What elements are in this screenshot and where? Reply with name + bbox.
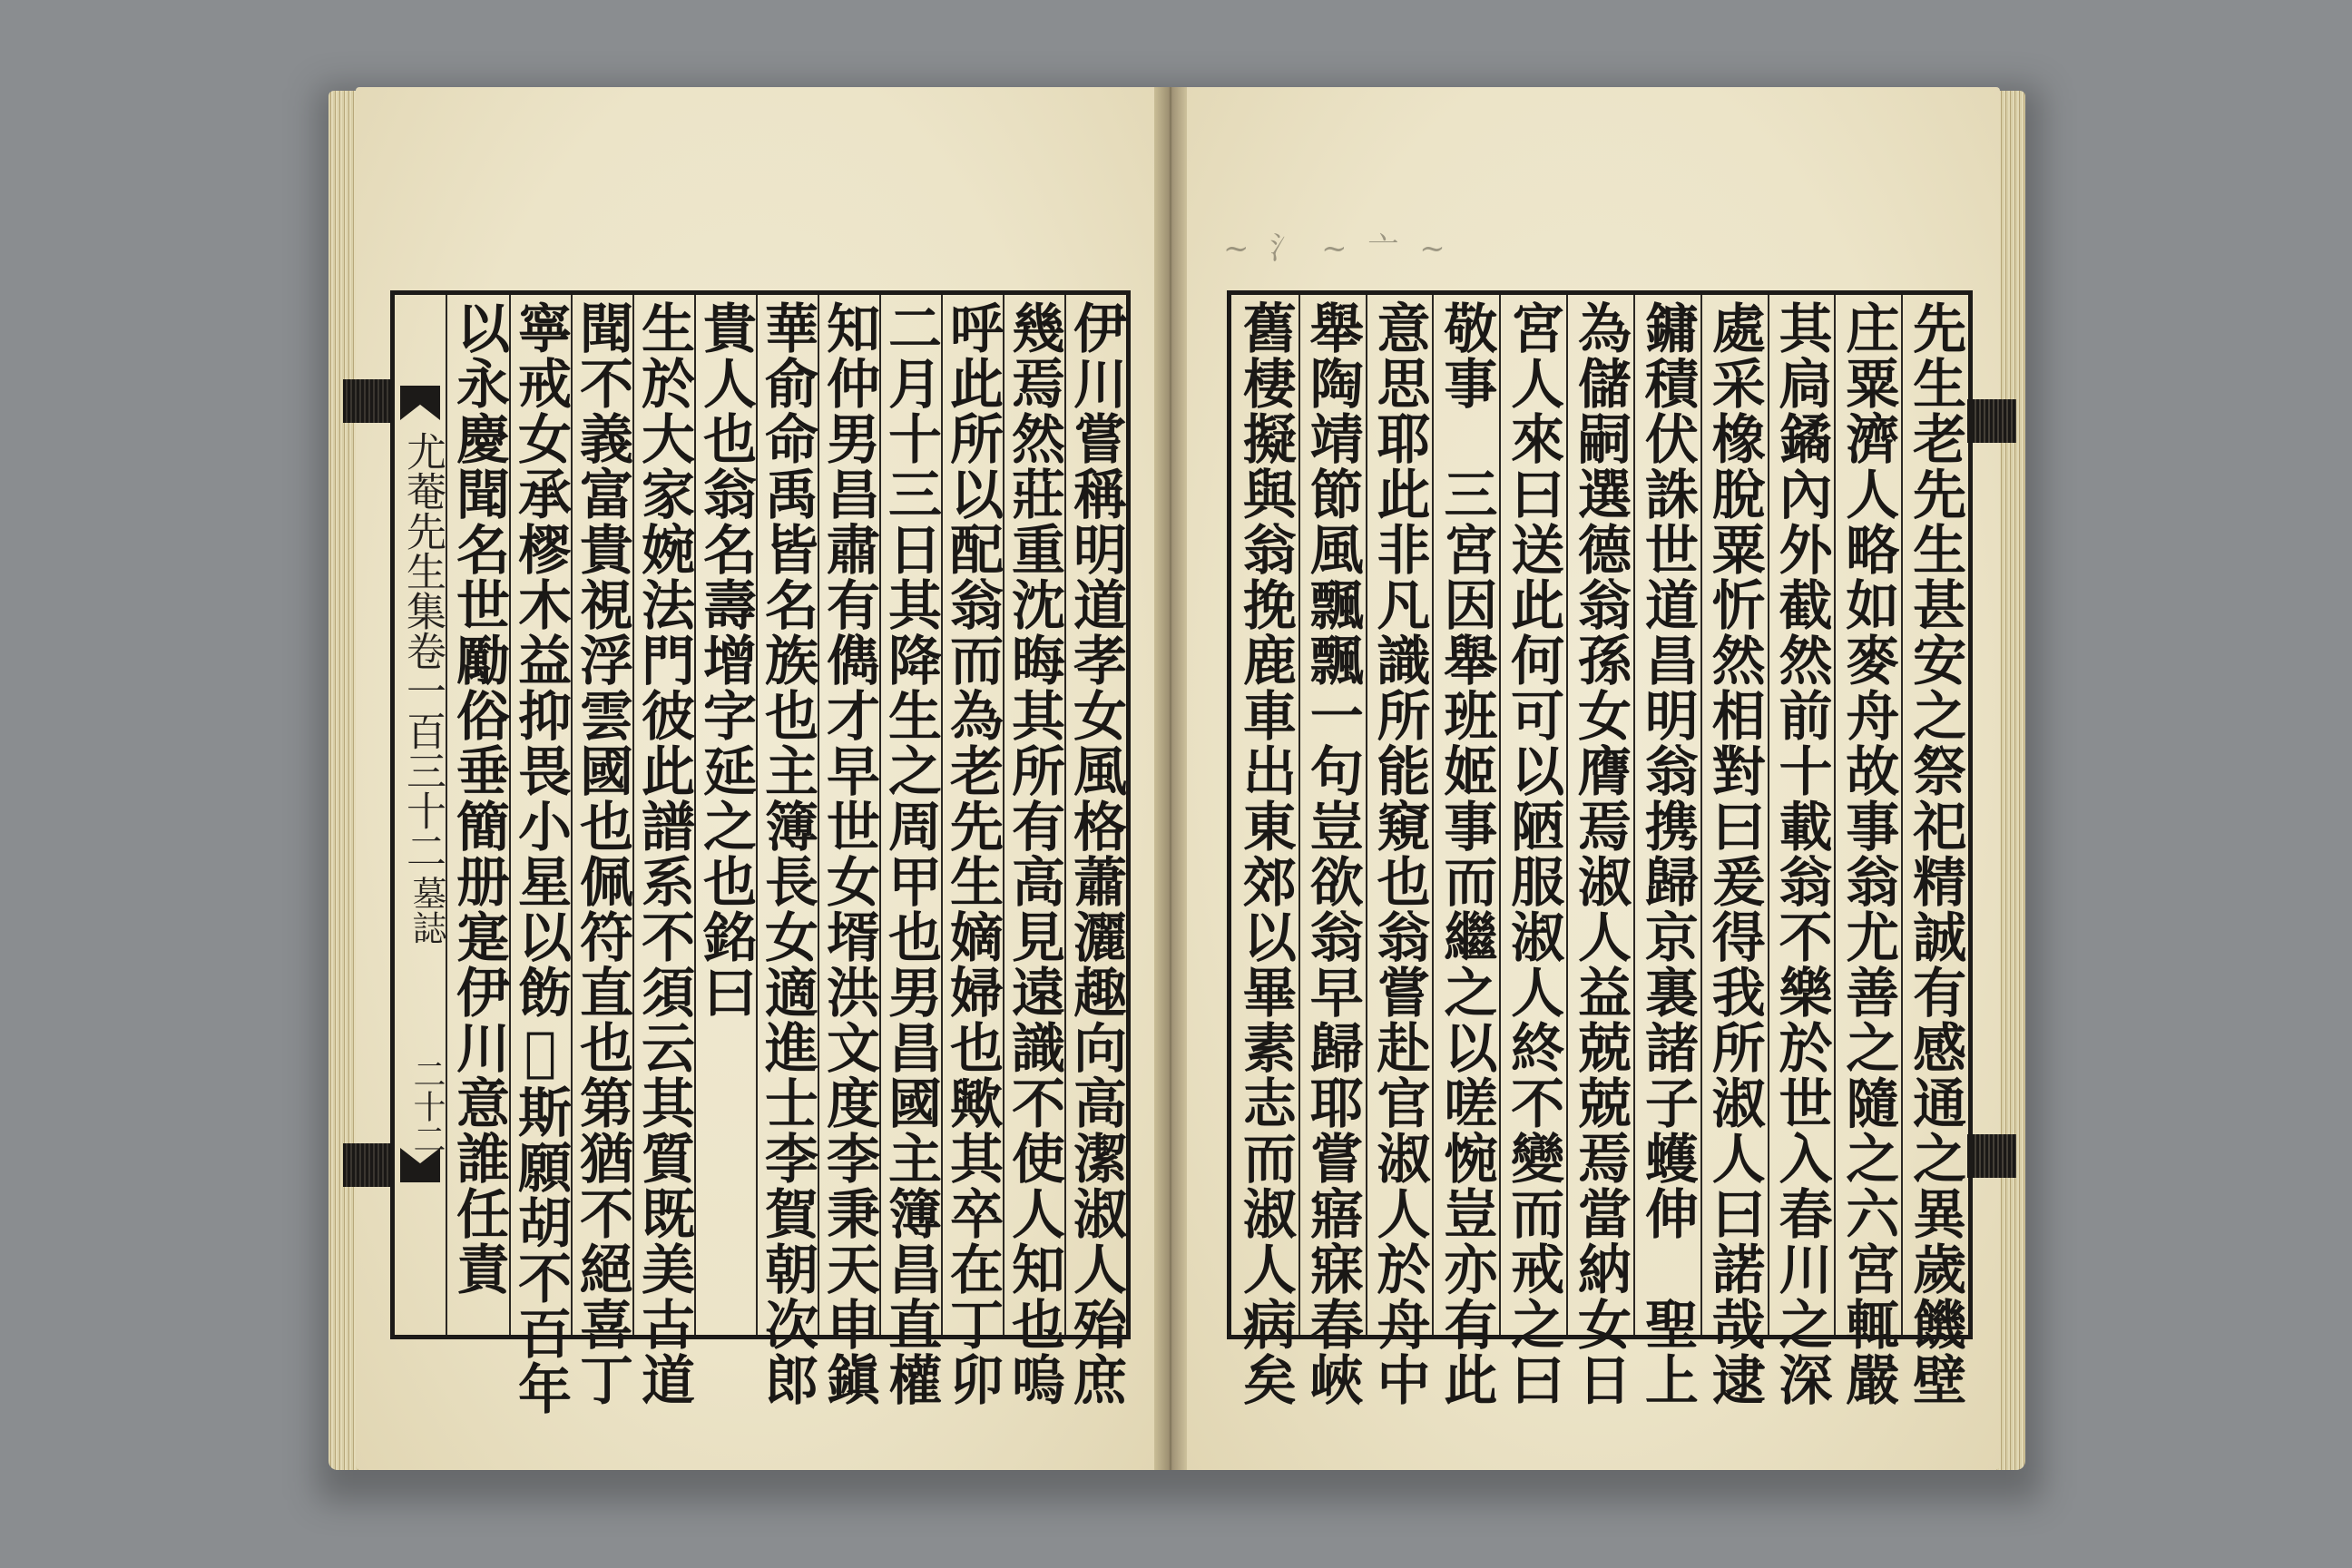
right-text-column: 宮人來曰送此何可以陋服淑人終不變而戒之曰: [1502, 300, 1565, 1407]
binding-tie: [343, 379, 392, 423]
book-title: 尤菴先生集卷一百三十二: [399, 431, 446, 870]
page-center-column: [395, 295, 447, 1335]
column-rule: [1566, 295, 1568, 1335]
column-rule: [1901, 295, 1903, 1335]
margin-note: ~ 氵 ~ 亠 ~: [1223, 230, 1451, 267]
left-text-block: [390, 290, 1131, 1416]
right-text-column: 意思耶此非凡識所能窺也翁嘗赴官淑人於舟中: [1367, 300, 1431, 1407]
right-text-column: 處采橡脫粟忻然相對曰爰得我所淑人曰諾哉逮: [1702, 300, 1766, 1407]
binding-tie: [343, 1143, 392, 1187]
left-text-column: 華俞命禹皆名族也主簿長女適進士李賀朝次郎: [756, 300, 818, 1407]
book-gutter: [1154, 87, 1187, 1470]
binding-tie: [1967, 1134, 2016, 1178]
left-text-column: 知仲男昌肅有儁才早世女壻洪文度李秉天申鎭: [818, 300, 880, 1407]
column-rule: [1700, 295, 1702, 1335]
column-rule: [1633, 295, 1635, 1335]
column-rule: [1298, 295, 1300, 1335]
right-text-column: 庄粟濟人略如麥舟故事翁尤善之隨之六宮輒嚴: [1837, 300, 1900, 1407]
binding-tie: [1967, 399, 2016, 443]
left-text-column: 貴人也翁名壽增字延之也銘曰: [694, 300, 757, 1020]
left-text-column: 聞不義富貴視浮雲國也佩符直也第猶不絕喜丁: [571, 300, 633, 1407]
section-label: 墓誌: [407, 876, 446, 945]
column-rule: [1432, 295, 1434, 1335]
right-text-column: 鏞積伏誅世道昌明翁携歸京裏諸子蠖伸 聖上: [1635, 300, 1699, 1407]
column-rule: [1768, 295, 1769, 1335]
left-text-column: 以永慶聞名世勵俗垂簡册寔伊川意誰任責: [447, 300, 510, 1297]
page-number: 二十二: [408, 1057, 446, 1155]
fish-tail-mark-top: [400, 386, 440, 420]
right-text-column: 舊棲擬與翁挽鹿車出東郊以畢素志而淑人病矣: [1233, 300, 1297, 1407]
left-text-column: 伊川嘗稱明道孝女風格蕭灑趣向高潔淑人殆庶: [1064, 300, 1127, 1407]
left-text-column: 生於大家婉法門彼此譜系不須云其質既美古道: [632, 300, 695, 1407]
left-text-column: 呼此所以配翁而為老先生嫡婦也歟其卒在丁卯: [941, 300, 1004, 1407]
right-text-column: 舉陶靖節風飄飄一句豈欲翁早歸耶嘗寤寐春峽: [1300, 300, 1364, 1407]
column-rule: [1834, 295, 1836, 1335]
right-text-column: 先生老先生甚安之祭祀精誠有感通之異歲饑壁: [1904, 300, 1967, 1407]
right-text-column: 敬事 三宮因舉班姬事而繼之以嗟惋豈亦有此: [1435, 300, 1498, 1407]
right-text-column: 為儲嗣選德翁孫女膺焉淑人益兢兢焉當納女日: [1569, 300, 1632, 1407]
right-text-column: 其扃鐍內外截然前十載翁不樂於世入春川之深: [1769, 300, 1833, 1407]
left-text-column: 二月十三日其降生之周甲也男昌國主簿昌直權: [879, 300, 942, 1407]
right-text-block: [1227, 290, 1973, 1407]
column-rule: [1499, 295, 1501, 1335]
left-text-column: 幾焉然莊重沈晦其所有高見遠識不使人知也嗚: [1003, 300, 1065, 1407]
column-rule: [1366, 295, 1367, 1335]
left-text-column: 寧戒女承樛木益抑畏小星以飭𠎝斯願胡不百年: [509, 300, 572, 1416]
